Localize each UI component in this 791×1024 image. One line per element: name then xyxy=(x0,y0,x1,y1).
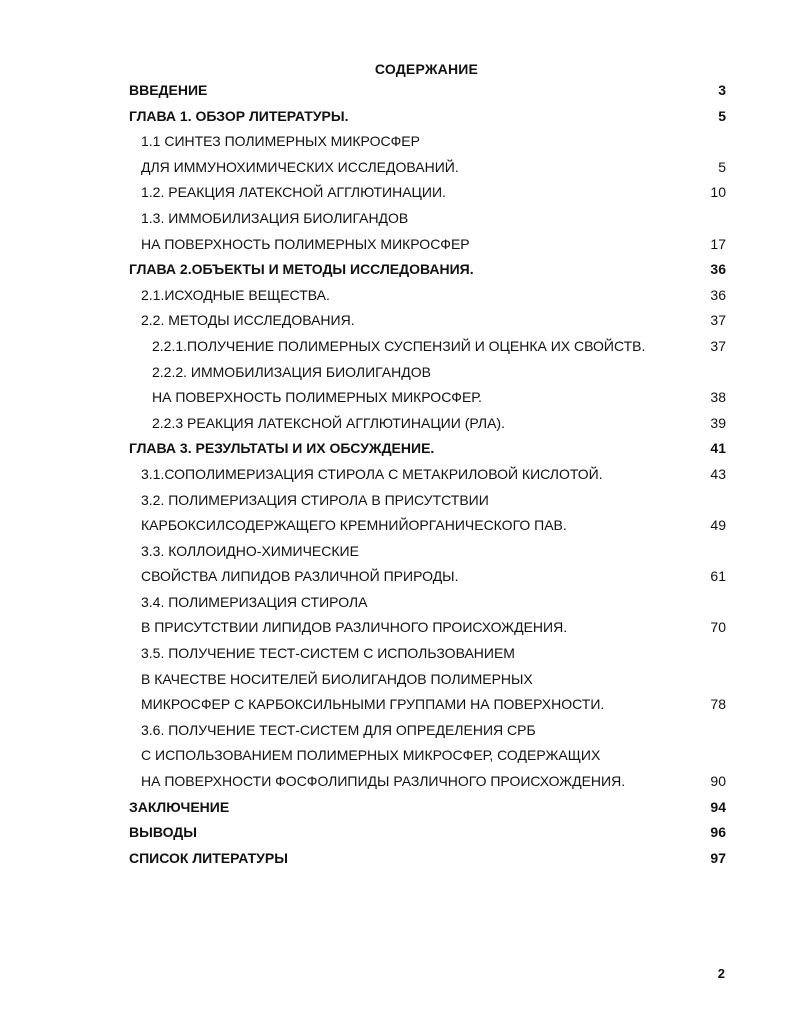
toc-entry xyxy=(0,820,791,846)
toc-entry-title: 1.2. РЕАКЦИЯ ЛАТЕКСНОЙ АГГЛЮТИНАЦИИ. xyxy=(141,184,446,201)
toc-entry-page: 94 xyxy=(710,798,726,815)
toc-entry-title: 1.3. ИММОБИЛИЗАЦИЯ БИОЛИГАНДОВ xyxy=(141,209,409,226)
toc-entry xyxy=(0,308,791,334)
toc-entry-title: НА ПОВЕРХНОСТЬ ПОЛИМЕРНЫХ МИКРОСФЕР xyxy=(141,235,470,252)
toc-entry xyxy=(0,385,791,411)
toc-entry-title: 2.1.ИСХОДНЫЕ ВЕЩЕСТВА. xyxy=(141,286,330,303)
toc-entry-page: 17 xyxy=(710,235,726,252)
toc-entry xyxy=(0,667,791,693)
toc-entry-page: 5 xyxy=(718,158,726,175)
toc-entry xyxy=(0,641,791,667)
toc-entry-title: ЗАКЛЮЧЕНИЕ xyxy=(129,798,230,815)
toc-entry-title: 2.2.1.ПОЛУЧЕНИЕ ПОЛИМЕРНЫХ СУСПЕНЗИЙ И ОЦЕНКА ИХ СВОЙСТВ. xyxy=(152,337,646,354)
toc-entry-page: 49 xyxy=(710,517,726,534)
toc-entry-title: ВВЕДЕНИЕ xyxy=(129,82,208,98)
toc-entry-page: 37 xyxy=(710,312,726,329)
toc-entry-title: 2.2. МЕТОДЫ ИССЛЕДОВАНИЯ. xyxy=(141,312,355,329)
toc-entry xyxy=(0,769,791,795)
toc-entry xyxy=(0,155,791,181)
toc-entry xyxy=(0,360,791,386)
toc-entry xyxy=(0,334,791,360)
toc-entry xyxy=(0,104,791,130)
toc-entry-page: 39 xyxy=(710,414,726,431)
toc-entry xyxy=(0,411,791,437)
toc-entry xyxy=(0,795,791,821)
toc-entry xyxy=(0,436,791,462)
toc-entry-title: ГЛАВА 3. РЕЗУЛЬТАТЫ И ИХ ОБСУЖДЕНИЕ. xyxy=(129,440,435,457)
toc-entry-title: 3.3. КОЛЛОИДНО-ХИМИЧЕСКИЕ xyxy=(141,542,359,559)
toc-entry-title: 1.1 СИНТЕЗ ПОЛИМЕРНЫХ МИКРОСФЕР xyxy=(141,133,420,150)
toc-entry xyxy=(0,564,791,590)
toc-entry-page: 37 xyxy=(710,337,726,354)
toc-entry-title: В КАЧЕСТВЕ НОСИТЕЛЕЙ БИОЛИГАНДОВ ПОЛИМЕРНЫХ xyxy=(141,670,533,687)
toc-entry xyxy=(0,513,791,539)
toc-entry xyxy=(0,180,791,206)
toc-entry-page: 97 xyxy=(710,849,726,866)
toc-entry-title: КАРБОКСИЛСОДЕРЖАЩЕГО КРЕМНИЙОРГАНИЧЕСКОГО ПАВ. xyxy=(141,517,567,534)
toc-entry xyxy=(0,615,791,641)
toc-entry-page: 3 xyxy=(718,82,726,98)
toc-entry-page: 38 xyxy=(710,389,726,406)
toc-entry xyxy=(0,462,791,488)
toc-entry xyxy=(0,129,791,155)
toc-entry xyxy=(0,692,791,718)
toc-entry-page: 10 xyxy=(710,184,726,201)
toc-entry-title: НА ПОВЕРХНОСТЬ ПОЛИМЕРНЫХ МИКРОСФЕР. xyxy=(152,389,482,406)
toc-entry xyxy=(0,846,791,872)
toc-entry-page: 41 xyxy=(710,440,726,457)
toc-title: СОДЕРЖАНИЕ xyxy=(374,61,479,77)
toc-entry-title: 3.6. ПОЛУЧЕНИЕ ТЕСТ-СИСТЕМ ДЛЯ ОПРЕДЕЛЕНИЯ СРБ xyxy=(141,721,536,738)
toc-entry-title: ВЫВОДЫ xyxy=(129,824,197,841)
toc-entry xyxy=(0,232,791,258)
toc-entry-page: 5 xyxy=(718,107,726,124)
toc-entry xyxy=(0,257,791,283)
page-number: 2 xyxy=(717,966,725,981)
toc-entry-title: 3.1.СОПОЛИМЕРИЗАЦИЯ СТИРОЛА С МЕТАКРИЛОВОЙ КИСЛОТОЙ. xyxy=(141,465,603,482)
toc-entry-title: 3.4. ПОЛИМЕРИЗАЦИЯ СТИРОЛА xyxy=(141,593,368,610)
toc-entry-title: СВОЙСТВА ЛИПИДОВ РАЗЛИЧНОЙ ПРИРОДЫ. xyxy=(141,568,459,585)
toc-entry-title: 3.2. ПОЛИМЕРИЗАЦИЯ СТИРОЛА В ПРИСУТСТВИИ xyxy=(141,491,489,508)
toc-entry-title: 2.2.3 РЕАКЦИЯ ЛАТЕКСНОЙ АГГЛЮТИНАЦИИ (РЛА). xyxy=(152,414,505,431)
toc-entry-title: В ПРИСУТСТВИИ ЛИПИДОВ РАЗЛИЧНОГО ПРОИСХОЖДЕНИЯ. xyxy=(141,619,568,636)
toc-entry-page: 78 xyxy=(710,696,726,713)
toc-entry-page: 36 xyxy=(710,286,726,303)
table-of-contents xyxy=(0,78,791,871)
toc-entry xyxy=(0,488,791,514)
toc-entry xyxy=(0,206,791,232)
toc-entry-page: 70 xyxy=(710,619,726,636)
toc-entry-page: 96 xyxy=(710,824,726,841)
toc-entry-title: ГЛАВА 1. ОБЗОР ЛИТЕРАТУРЫ. xyxy=(129,107,349,124)
toc-entry-page: 61 xyxy=(710,568,726,585)
toc-entry-title: 3.5. ПОЛУЧЕНИЕ ТЕСТ-СИСТЕМ С ИСПОЛЬЗОВАНИЕМ xyxy=(141,645,515,662)
toc-entry-title: С ИСПОЛЬЗОВАНИЕМ ПОЛИМЕРНЫХ МИКРОСФЕР, СОДЕРЖАЩИХ xyxy=(141,747,601,764)
toc-entry xyxy=(0,743,791,769)
toc-entry-title: ДЛЯ ИММУНОХИМИЧЕСКИХ ИССЛЕДОВАНИЙ. xyxy=(141,158,459,175)
toc-entry xyxy=(0,590,791,616)
toc-entry-title: 2.2.2. ИММОБИЛИЗАЦИЯ БИОЛИГАНДОВ xyxy=(152,363,431,380)
toc-entry-title: МИКРОСФЕР С КАРБОКСИЛЬНЫМИ ГРУППАМИ НА ПОВЕРХНОСТИ. xyxy=(141,696,605,713)
toc-entry xyxy=(0,539,791,565)
toc-entry-page: 90 xyxy=(710,773,726,790)
toc-entry-title: ГЛАВА 2.ОБЪЕКТЫ И МЕТОДЫ ИССЛЕДОВАНИЯ. xyxy=(129,261,474,278)
toc-entry xyxy=(0,718,791,744)
toc-entry xyxy=(0,78,791,104)
toc-entry xyxy=(0,283,791,309)
toc-entry-title: СПИСОК ЛИТЕРАТУРЫ xyxy=(129,849,288,866)
toc-entry-page: 43 xyxy=(710,465,726,482)
toc-entry-title: НА ПОВЕРХНОСТИ ФОСФОЛИПИДЫ РАЗЛИЧНОГО ПРОИСХОЖДЕНИЯ. xyxy=(141,773,626,790)
toc-entry-page: 36 xyxy=(710,261,726,278)
